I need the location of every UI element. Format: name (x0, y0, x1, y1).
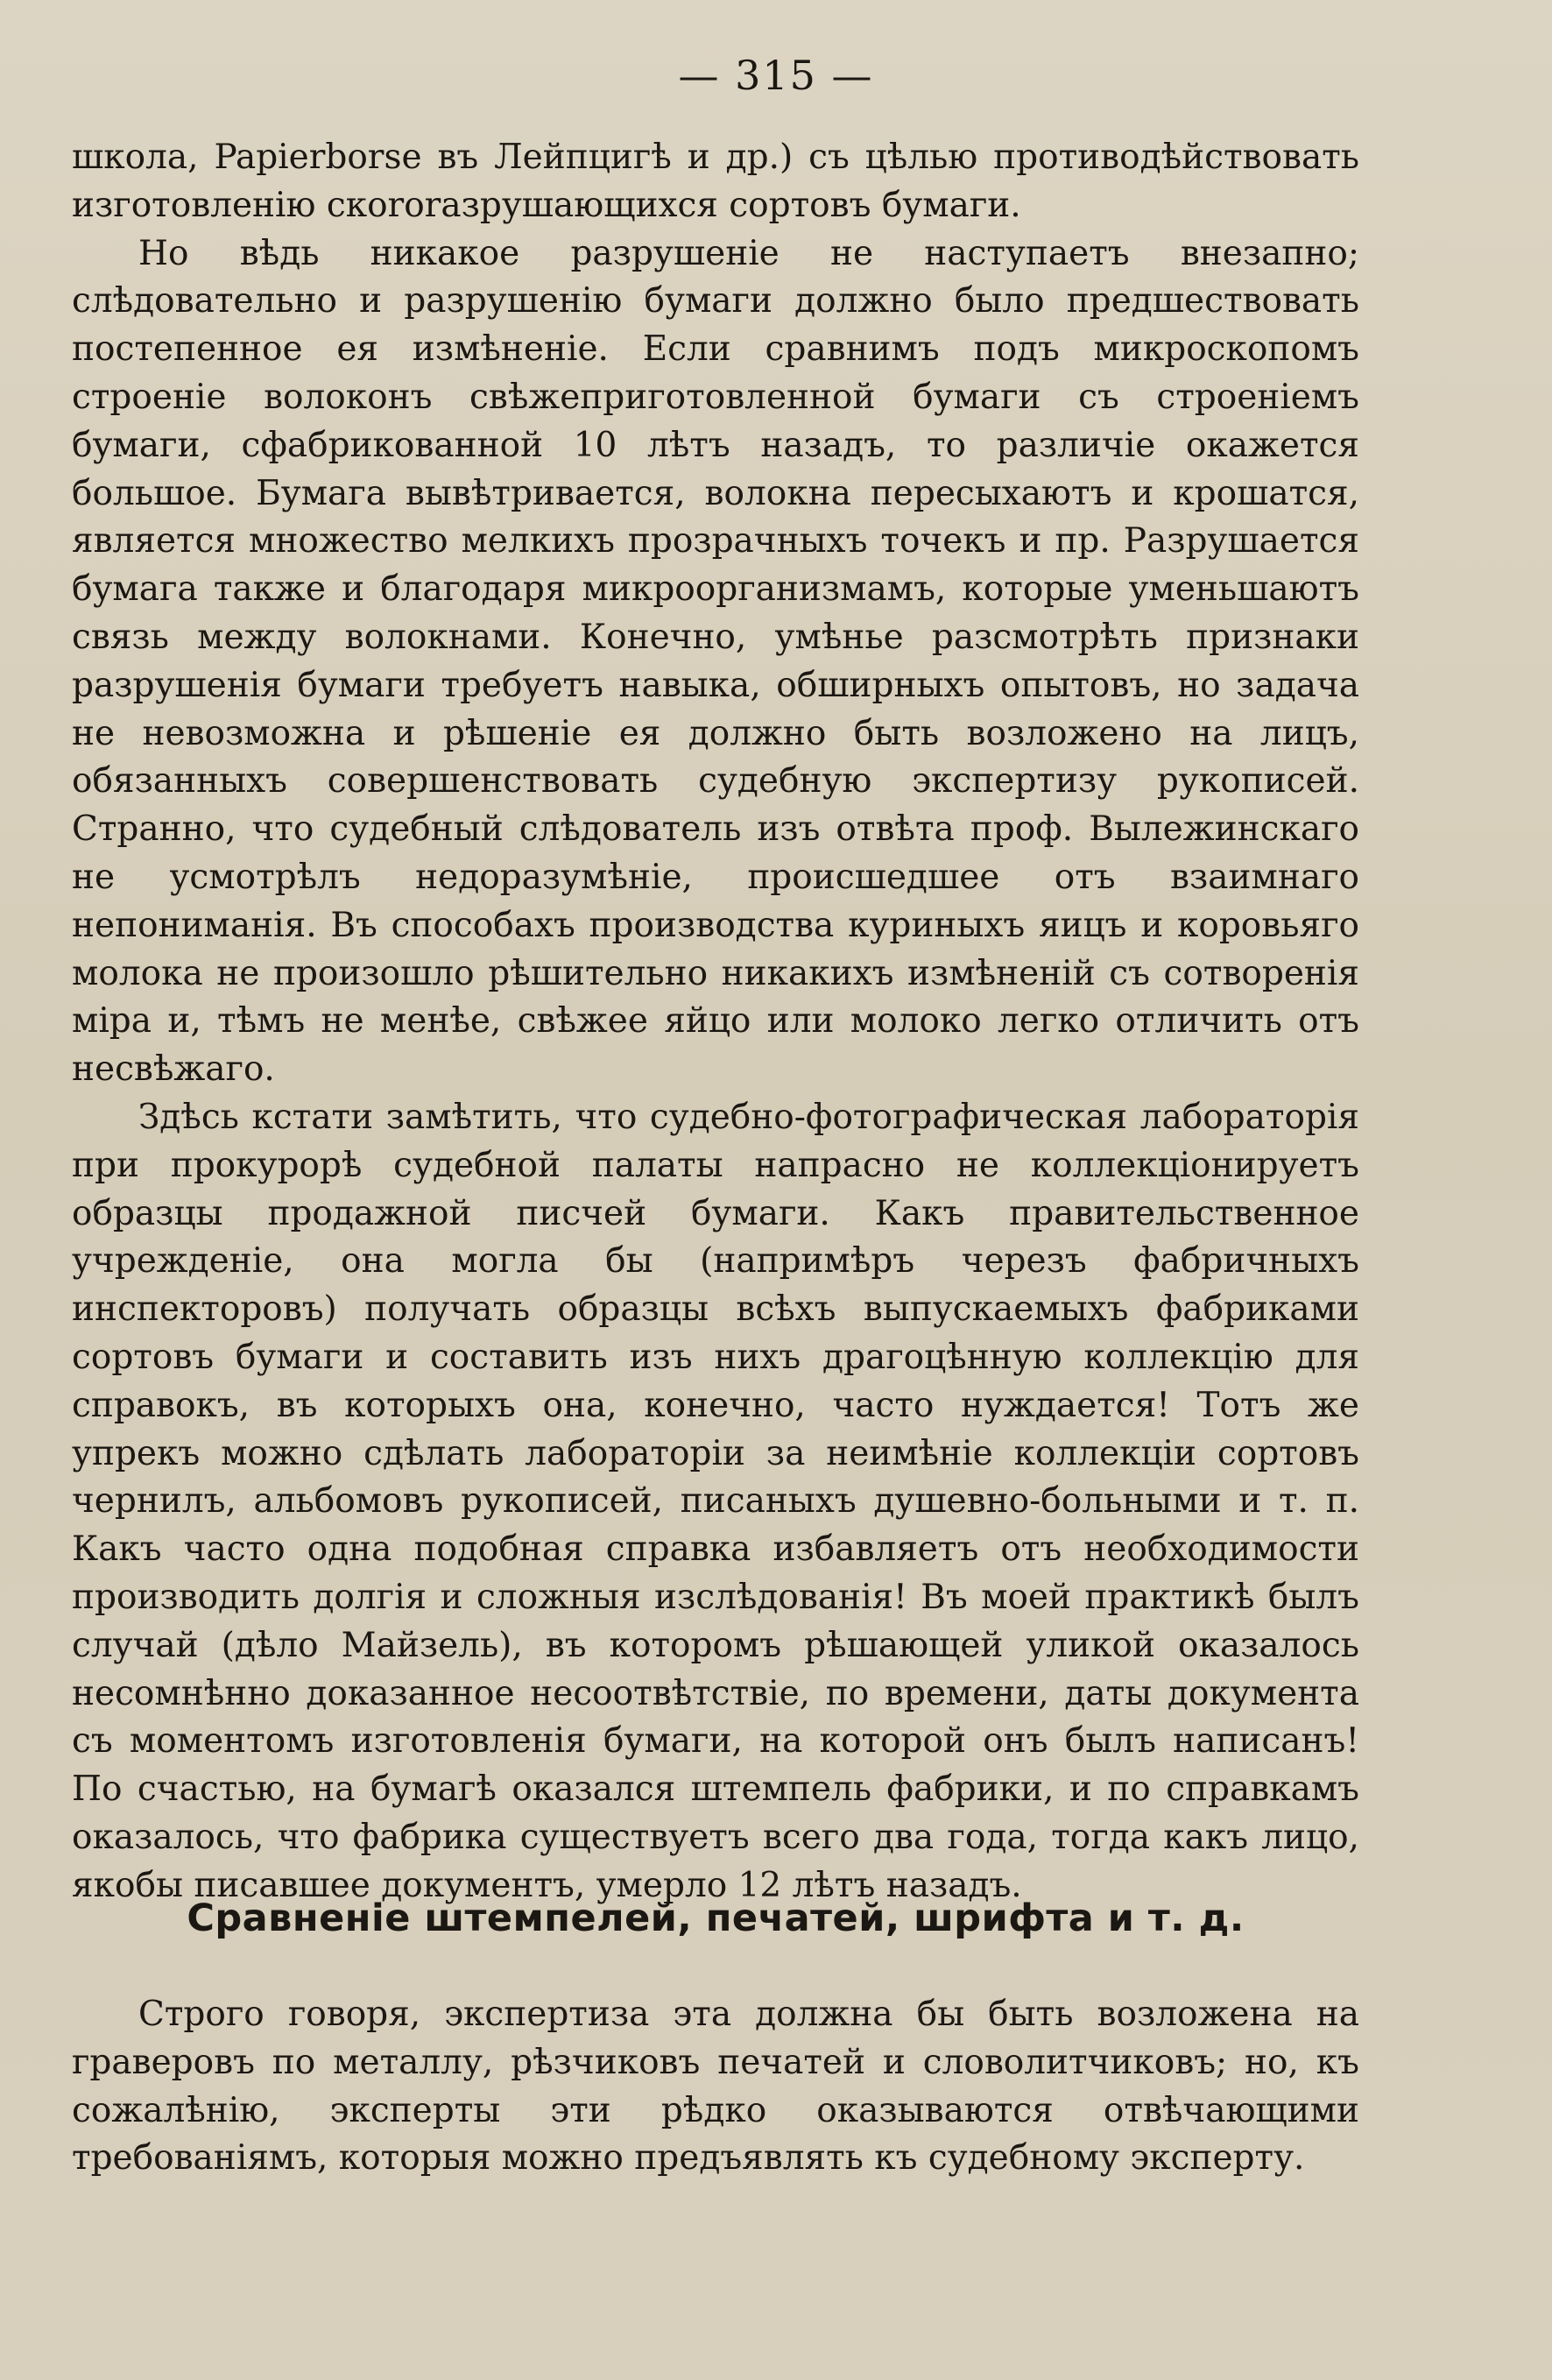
paragraph-stamps-expertise: Строго говоря, экспертиза эта должна бы быть возложена на граверовъ по металлу, рѣзчиковъ печатей и словолитчиковъ; но, къ сожалѣнію, эксперты эти рѣдко оказываются отвѣчающими требованіямъ, которыя можно предъявлять къ судебному эксперту. (72, 1995, 1359, 2179)
main-text-block (72, 134, 1359, 1910)
page-number: — 315 — (678, 52, 874, 99)
paragraph-laboratory-collection: Здѣсь кстати замѣтить, что судебно-фотографическая лабораторія при прокурорѣ судебной палаты напрасно не коллекціонируетъ образцы продажной писчей бумаги. Какъ правительственное учрежденіе, она могла бы (напримѣръ черезъ фабричныхъ инспекторовъ) получать образцы всѣхъ выпускаемыхъ фабриками сортовъ бумаги и составить изъ нихъ драгоцѣнную коллекцію для справокъ, въ которыхъ она, конечно, часто нуждается! Тотъ же упрекъ можно сдѣлать лабораторіи за неимѣніе коллекціи сортовъ чернилъ, альбомовъ рукописей, писаныхъ душевно-больными и т. п. Какъ часто одна подобная справка избавляетъ отъ необходимости производить долгія и сложныя изслѣдованія! Въ моей практикѣ былъ случай (дѣло Майзель), въ которомъ рѣшающей уликой оказалось несомнѣнно доказанное несоотвѣтствіе, по времени, даты документа съ моментомъ изготовленія бумаги, на которой онъ былъ написанъ! По счастью, на бумагѣ оказался штемпель фабрики, и по справкамъ оказалось, что фабрика существуетъ всего два года, тогда какъ лицо, якобы писавшее документъ, умерло 12 лѣтъ назадъ. (72, 1097, 1359, 1905)
paragraph-continuation: школа, Papierborse въ Лейпцигѣ и др.) съ цѣлью противодѣйствовать изготовленію скororазрушающихся сортовъ бумаги. (72, 138, 1359, 225)
section-text-block (72, 1991, 1359, 2183)
paragraph-paper-decay: Но вѣдь никакое разрушеніе не наступаетъ внезапно; слѣдовательно и разрушенію бумаги должно было предшествовать постепенное ея измѣненіе. Если сравнимъ подъ микроскопомъ строеніе волоконъ свѣжеприготовленной бумаги съ строеніемъ бумаги, сфабрикованной 10 лѣтъ назадъ, то различіе окажется большое. Бумага вывѣтривается, волокна пересыхаютъ и крошатся, является множество мелкихъ прозрачныхъ точекъ и пр. Разрушается бумага также и благодаря микроорганизмамъ, которые уменьшаютъ связь между волокнами. Конечно, умѣнье разсмотрѣть признаки разрушенія бумаги требуетъ навыка, обширныхъ опытовъ, но задача не невозможна и рѣшеніе ея должно быть возложено на лицъ, обязанныхъ совершенствовать судебную экспертизу рукописей. Странно, что судебный слѣдователь изъ отвѣта проф. Вылежинскаго не усмотрѣлъ недоразумѣніе, происшедшее отъ взаимнаго непониманія. Въ способахъ производства куриныхъ яицъ и коровьяго молока не произошло рѣшительно никакихъ измѣненій съ сотворенія міра и, тѣмъ не менѣе, свѣжее яйцо или молоко легко отличить отъ несвѣжаго. (72, 233, 1359, 1090)
section-heading: Сравненіе штемпелей, печатей, шрифта и т. д. (187, 1896, 1245, 1940)
